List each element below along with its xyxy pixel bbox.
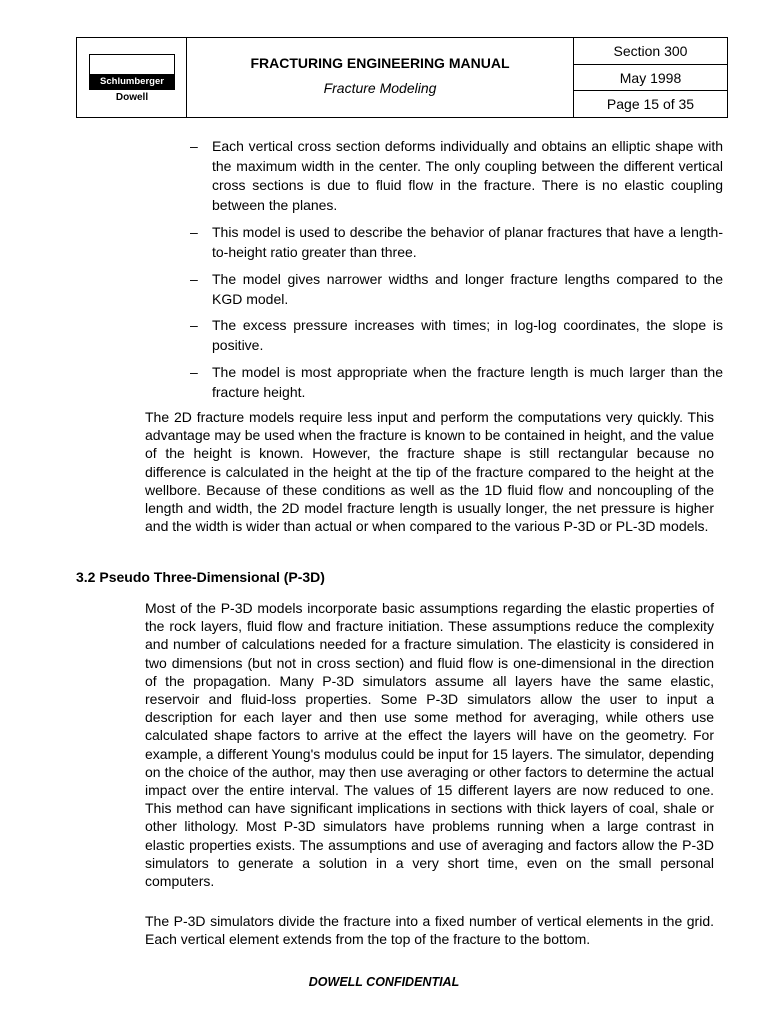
document-date: May 1998: [574, 65, 727, 92]
bullet-item: [190, 137, 723, 215]
logo-brand: Schlumberger: [89, 74, 175, 90]
section-heading: 3.2 Pseudo Three-Dimensional (P-3D): [76, 569, 325, 585]
dash-marker: –: [190, 138, 198, 154]
bullet-item: [190, 316, 723, 355]
bullet-text: The model is most appropriate when the fracture length is much larger than the fracture height.: [212, 364, 723, 400]
title-block: [187, 38, 574, 117]
paragraph-p3d-assumptions: Most of the P-3D models incorporate basic assumptions regarding the elastic properties of the rock layers, fluid flow and fracture initiation. These assumptions reduce the complexity and number of calculations needed for a fracture simulation. The elasticity is considered in two dimensions (but not in cross section) and fluid flow is one-dimensional in the direction of the propagation. Many P-3D simulators assume all layers have the same elastic, reservoir and fluid-loss properties. Some P-3D simulators allow the user to input a description for each layer and then use some method for averaging, while others use calculated shape factors to arrive at the effect the layers will have on the geometry. For example, a different Young's modulus could be input for 15 layers. The simulator, depending on the choice of the author, may then use averaging or other factors to determine the actual impact over the entire interval. The values of 15 different layers are now reduced to one. This method can have significant implications in sections with thick layers of coal, shale or other lithology. Most P-3D simulators have problems running when a large contrast in elastic properties exists. The assumptions and use of averaging and factors allow the P-3D simulators to generate a solution in a very short time, even on the small personal computers.: [145, 600, 714, 890]
page-header: [76, 37, 728, 118]
dash-marker: –: [190, 224, 198, 240]
dash-marker: –: [190, 364, 198, 380]
dash-marker: –: [190, 271, 198, 287]
confidential-footer: DOWELL CONFIDENTIAL: [308, 975, 460, 989]
paragraph-2d-models: The 2D fracture models require less input and perform the computations very quickly. This advantage may be used when the fracture is known to be contained in height, and the value of the height is known. However, the fracture shape is still rectangular because no difference is calculated in the height at the tip of the fracture compared to the height at the wellbore. Because of these conditions as well as the 1D fluid flow and noncoupling of the length and width, the 2D model fracture length is usually longer, the net pressure is higher and the width is wider than actual or when compared to the various P-3D or PL-3D models.: [145, 409, 714, 535]
dash-marker: –: [190, 317, 198, 333]
bullet-text: The excess pressure increases with times; in log-log coordinates, the slope is positive.: [212, 317, 723, 353]
manual-subtitle: Fracture Modeling: [323, 80, 437, 96]
section-number: Section 300: [574, 38, 727, 65]
logo-subtitle: Dowell: [115, 92, 149, 103]
bullet-text: This model is used to describe the behavior of planar fractures that have a length-to-height ratio greater than three.: [212, 224, 723, 260]
paragraph-p3d-grid: The P-3D simulators divide the fracture into a fixed number of vertical elements in the grid. Each vertical element extends from the top of the fracture to the bottom.: [145, 913, 714, 948]
bullet-text: The model gives narrower widths and longer fracture lengths compared to the KGD model.: [212, 271, 723, 307]
bullet-item: [190, 270, 723, 309]
logo: [77, 38, 187, 117]
bullet-text: Each vertical cross section deforms individually and obtains an elliptic shape with the maximum width in the center. The only coupling between the different vertical cross sections is due to fluid flow in the fracture. There is no elastic coupling between the planes.: [212, 138, 723, 213]
logo-box: [89, 54, 175, 74]
page-number: Page 15 of 35: [606, 96, 695, 113]
meta-block: [574, 38, 727, 117]
bullet-item: [190, 363, 723, 402]
bullet-item: [190, 223, 723, 262]
manual-title: FRACTURING ENGINEERING MANUAL: [250, 55, 510, 71]
